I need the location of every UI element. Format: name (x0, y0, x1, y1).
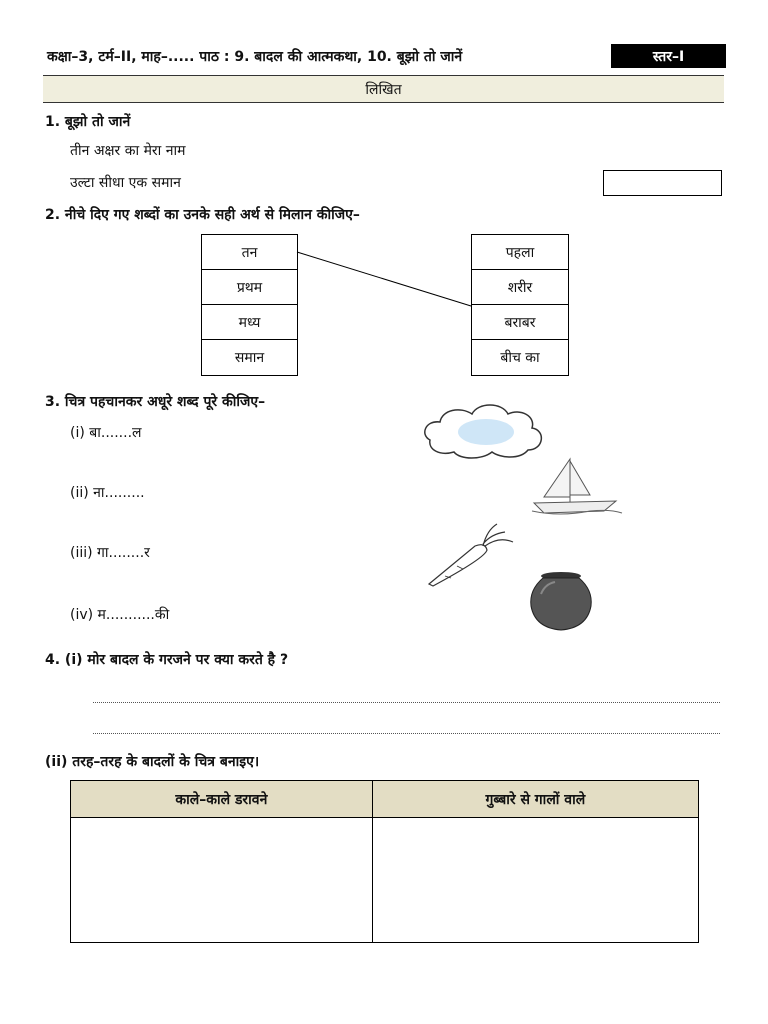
match-right-item: बराबर (472, 305, 568, 340)
match-right-item: शरीर (472, 270, 568, 305)
drawing-table (70, 780, 699, 943)
drawing-column-header: गुब्बारे से गालों वाले (372, 781, 698, 818)
pot-icon (525, 568, 597, 632)
q1-heading: 1. बूझो तो जानें (45, 114, 131, 130)
match-left-item: मध्य (202, 305, 297, 340)
q3-item: (iv) म...........की (70, 607, 170, 623)
q4-part2-heading: (ii) तरह–तरह के बादलों के चित्र बनाइए। (45, 754, 260, 770)
match-left-item: तन (202, 235, 297, 270)
sailboat-icon (530, 455, 625, 520)
match-connector-line (297, 252, 471, 306)
q3-item: (ii) ना......... (70, 485, 145, 501)
match-left-item: समान (234, 350, 265, 366)
q3-item: (iii) गा........र (70, 545, 150, 561)
q3-heading: 3. चित्र पहचानकर अधूरे शब्द पूरे कीजिए– (45, 394, 266, 410)
match-right-item: बीच का (500, 350, 540, 366)
drawing-area[interactable] (71, 818, 373, 943)
worksheet-header: कक्षा–3, टर्म–II, माह–..... पाठ : 9. बादल की आत्मकथा, 10. बूझो तो जानें (47, 49, 463, 65)
q2-heading: 2. नीचे दिए गए शब्दों का उनके सही अर्थ से मिलान कीजिए– (45, 207, 360, 223)
answer-line[interactable] (93, 702, 720, 703)
section-title: लिखित (43, 75, 724, 103)
q3-item: (i) बा.......ल (70, 425, 142, 441)
carrot-icon (425, 520, 520, 590)
drawing-area[interactable] (372, 818, 698, 943)
match-left-item: प्रथम (202, 270, 297, 305)
drawing-column-header: काले–काले डरावने (71, 781, 373, 818)
level-badge: स्तर–I (611, 44, 726, 68)
answer-line[interactable] (93, 733, 720, 734)
q4-heading: 4. (i) मोर बादल के गरजने पर क्या करते है ? (45, 652, 289, 668)
match-right-item: पहला (472, 235, 568, 270)
q1-line2: उल्टा सीधा एक समान (70, 175, 181, 191)
q1-line1: तीन अक्षर का मेरा नाम (70, 143, 186, 159)
